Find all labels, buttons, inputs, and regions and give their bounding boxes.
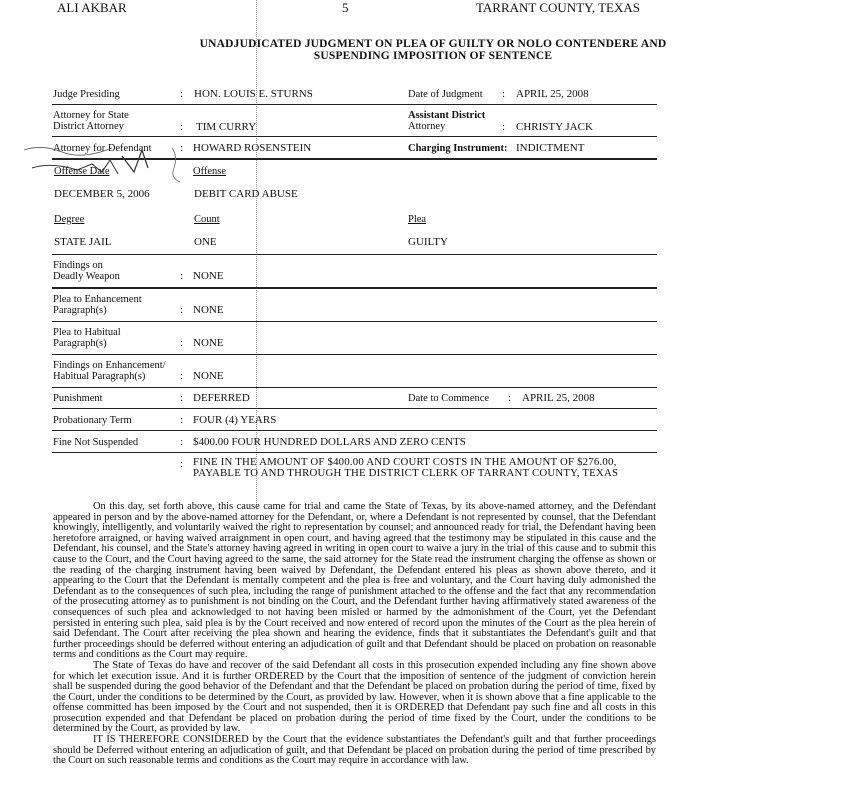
findings-weapon-value: NONE — [193, 270, 224, 282]
fine-label: Fine Not Suspended — [53, 437, 139, 448]
plea-enh-colon: : — [180, 304, 184, 316]
judge-label: Judge Presiding — [53, 89, 120, 100]
judgment-body — [53, 502, 656, 767]
rule-line — [52, 387, 657, 388]
offense-date-value: DECEMBER 5, 2006 — [54, 188, 150, 200]
plea-hab-label-1: Plea to Habitual — [53, 327, 121, 338]
rule-line — [52, 430, 657, 431]
plea-value: GUILTY — [408, 236, 448, 248]
asst-da-value: CHRISTY JACK — [516, 121, 593, 133]
asst-da-label-2: Attorney — [408, 121, 446, 132]
rule-line — [52, 254, 657, 255]
rule-line — [52, 321, 657, 322]
findings-enh-colon: : — [180, 370, 184, 382]
findings-weapon-label-2: Deadly Weapon — [53, 271, 120, 282]
judge-value: HON. LOUIS E. STURNS — [194, 88, 313, 100]
probation-label: Probationary Term — [53, 415, 132, 426]
findings-enh-label-1: Findings on Enhancement/ — [53, 360, 166, 371]
commence-colon: : — [508, 392, 512, 404]
fine-costs-line1: FINE IN THE AMOUNT OF $400.00 AND COURT COSTS IN THE AMOUNT OF $276.00, — [193, 456, 617, 468]
county-header: TARRANT COUNTY, TEXAS — [476, 0, 641, 15]
degree-value: STATE JAIL — [54, 236, 112, 248]
rule-line — [52, 354, 657, 355]
commence-label: Date to Commence — [408, 393, 490, 404]
count-value: ONE — [194, 236, 217, 248]
plea-enh-label-1: Plea to Enhancement — [53, 294, 142, 305]
rule-line — [52, 136, 657, 137]
commence-value: APRIL 25, 2008 — [522, 392, 595, 404]
plea-hab-label-2: Paragraph(s) — [53, 338, 107, 349]
fine-costs-colon: : — [180, 458, 184, 470]
fine-costs-line2: PAYABLE TO AND THROUGH THE DISTRICT CLERK OF TARRANT COUNTY, TEXAS — [193, 467, 619, 479]
offense-value: DEBIT CARD ABUSE — [194, 188, 298, 200]
findings-weapon-colon: : — [180, 270, 184, 282]
findings-enh-label-2: Habitual Paragraph(s) — [53, 371, 146, 382]
document-title-line2: SUSPENDING IMPOSITION OF SENTENCE — [313, 50, 553, 62]
offense-label: Offense — [193, 166, 227, 177]
atty-def-colon: : — [180, 142, 184, 154]
rule-line — [52, 408, 657, 409]
body-paragraph-3: IT IS THEREFORE CONSIDERED by the Court that the evidence substantiates the Defendant's guilt and that further proceedings should be Deferred without entering an adjudication of guilt, and that Defendant be placed on probation during the period of time prescribed by the Court on such reasonable terms and conditions as the Court may require in accordance with law. — [53, 734, 656, 767]
punishment-colon: : — [180, 392, 184, 404]
fine-colon: : — [180, 436, 184, 448]
charging-label: Charging Instrument: — [408, 143, 508, 154]
atty-state-colon: : — [180, 121, 184, 133]
count-label: Count — [194, 214, 220, 225]
plea-enh-label-2: Paragraph(s) — [53, 305, 107, 316]
plea-label: Plea — [408, 214, 427, 225]
document-title-line1: UNADJUDICATED JUDGMENT ON PLEA OF GUILTY OR NOLO CONTENDERE AND — [199, 38, 667, 50]
date-judgment-label: Date of Judgment — [408, 89, 483, 100]
body-paragraph-1: On this day, set forth above, this cause came for trial and came the State of Texas, by its above-named attorney, and the Defendant appeared in person and by the above-named attorney for the Defendant, or, where a Defendant is not represented by counsel, that the Defendant knowingly, intelligently, and voluntarily waived the right to representation by counsel; and announced ready for trial, the Defendant having been heretofore arraigned, or having waived arraignment in open court, and having agreed that the testimony may be stipulated in this cause and the Defendant, his counsel, and the State's attorney having agreed in writing in open court to waive a jury in the trial of this cause and to submit this cause to the Court, and the Court having agreed to the same, the said attorney for the State read the instrument charging the offense as shown or the reading of the charging instrument having been waived by Defendant, the Defendant entered his pleas as shown above thereto, and it appearing to the Court that the Defendant is mentally competent and the plea is free and voluntary, and the Court having duly admonished the Defendant as to the consequences of such plea, including the range of punishment attached to the offense and the fact that any recommendation of the prosecuting attorney as to punishment is not binding on the Court, and the Defendant further having affirmatively stated awareness of the consequences of such plea and acknowledged to not having been misled or harmed by the admonishment of the Court, yet the Defendant persisted in entering such plea, said plea is by the Court received and now entered of record upon the minutes of the Court as the plea herein of said Defendant. The Court after receiving the plea shown and hearing the evidence, finds that it substantiates the Defendant's guilt and that further proceedings should be deferred without entering an adjudication of guilt and that Defendant should be placed on probation on reasonable terms and conditions as the Court may require. — [53, 501, 656, 661]
probation-colon: : — [180, 414, 184, 426]
charging-value: INDICTMENT — [516, 142, 585, 154]
atty-state-value: TIM CURRY — [196, 121, 257, 133]
rule-line — [52, 287, 657, 289]
atty-def-label: Attorney for Defendant — [53, 143, 152, 154]
atty-state-label-1: Attorney for State — [53, 110, 129, 121]
plea-hab-colon: : — [180, 337, 184, 349]
handwritten-scribble-icon — [22, 138, 192, 188]
plea-enh-value: NONE — [193, 304, 224, 316]
atty-state-label-2: District Attorney — [53, 121, 124, 132]
judge-colon: : — [180, 88, 184, 100]
defendant-name-header: ALI AKBAR — [57, 0, 127, 15]
date-judgment-value: APRIL 25, 2008 — [516, 88, 589, 100]
punishment-label: Punishment — [53, 393, 103, 404]
findings-weapon-label-1: Findings on — [53, 260, 103, 271]
asst-da-label-1: Assistant District — [408, 110, 486, 121]
asst-da-colon: : — [502, 121, 506, 133]
date-judgment-colon: : — [502, 88, 506, 100]
page-number: 5 — [342, 0, 349, 15]
plea-hab-value: NONE — [193, 337, 224, 349]
body-paragraph-2: The State of Texas do have and recover of the said Defendant all costs in this prosecution expended including any fine shown above for which let execution issue. And it is further ORDERED by the Court that the imposition of sentence of the judgment of conviction herein shall be suspended during the good behavior of the Defendant and that the Defendant be placed on probation during the period of time, fixed by the Court, under the conditions to be determined by the Court, as provided by law. However, when it is shown above that a fine applicable to the offense committed has been imposed by the Court and not suspended, then it is ORDERED that Defendant pay such fine and all costs in this prosecution expended and that Defendant be placed on probation during the period of time fixed by the Court, under the conditions to be determined by the Court, as provided by law. — [53, 659, 656, 735]
findings-enh-value: NONE — [193, 370, 224, 382]
rule-line — [52, 104, 657, 105]
probation-value: FOUR (4) YEARS — [193, 414, 277, 426]
fine-value: $400.00 FOUR HUNDRED DOLLARS AND ZERO CENTS — [193, 436, 466, 448]
offense-date-label: Offense Date — [54, 166, 110, 177]
punishment-value: DEFERRED — [193, 392, 250, 404]
degree-label: Degree — [54, 214, 85, 225]
rule-line — [52, 452, 657, 453]
atty-def-value: HOWARD ROSENSTEIN — [193, 142, 312, 154]
